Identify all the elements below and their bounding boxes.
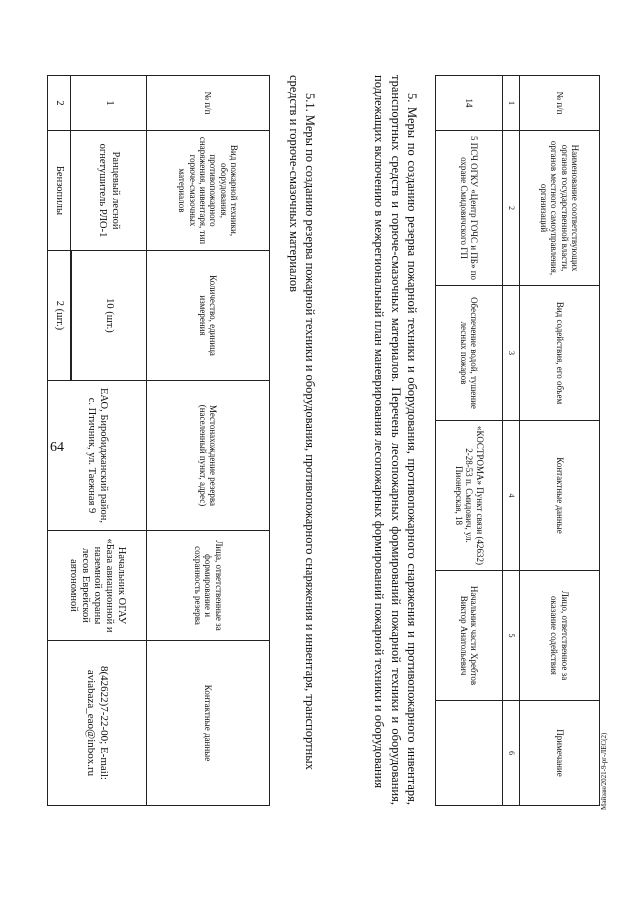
header-cell: Количество, единица измерения [147,251,270,381]
table-cell [71,251,72,381]
table-row [436,76,503,806]
table-cell: 8(42622)7-22-00; E-mail: aviabaza_eao@inbox.ru [48,641,147,806]
table-cell [436,701,503,806]
rotated-page-content [30,75,600,805]
reserve-table [47,75,270,806]
header-cell: Наименование соответствующих органов государственной власти, органов местного самоуправления, организаций [520,131,600,286]
section-5-text [371,75,420,805]
table-cell: 2 (шт.) [48,251,71,381]
table-cell: 1 [71,76,147,131]
table-cell: 10 (шт.) [72,251,147,381]
table-cell: 2 [48,76,71,131]
page-number: 64 [50,440,64,455]
column-number-row [503,76,520,806]
column-number: 6 [503,701,520,806]
header-cell: № п/п [520,76,600,131]
column-number: 3 [503,286,520,421]
table-cell: Начальник части Хребтов Виктор Анатольевич [436,571,503,701]
section-5-paragraph: 5. Меры по созданию резерва пожарной техники и оборудования, противопожарного снаряжения и противопожарного инвентаря, транспортных средств и горюче-смазочных материалов. Перечень лесопожарных формирований пожарной техники и оборудования, подлежащих включению в межрегиональный план маневрирования лесопожарных формирований пожарной техники и оборудования [372,75,419,805]
table-header-row [147,76,270,806]
header-cell: Лицо, ответственное за оказание содействия [520,571,600,701]
column-number: 4 [503,421,520,571]
header-cell: Вид пожарной техники, оборудования, противопожарного снаряжения, инвентаря, тип горюче-смазочных материалов [147,131,270,251]
table-cell: «КОСТРОМА» Пункт связи (42632) 2-28-53 п. Смидович, ул. Пионерская, 18 [436,421,503,571]
column-number: 5 [503,571,520,701]
table-header-row [520,76,600,806]
table-row [72,76,147,806]
table-cell: Бензопилы [48,131,71,251]
column-number: 2 [503,131,520,286]
table-cell: ЕАО, Биробиджанский район, с. Птичник, ул. Таежная 9 [48,381,147,531]
section-5-1-heading [286,75,319,805]
header-cell: Вид содействия, его объем [520,286,600,421]
header-cell: Примечание [520,701,600,806]
assistance-table [435,75,600,806]
header-cell: Лица, ответственные за формирование и сохранность резерва [147,531,270,641]
table-cell: 5 ПСЧ ОГКУ «Центр ГОЧС и ПБ» по охране Смидовичского ГП [436,131,503,286]
header-cell: Контактные данные [520,421,600,571]
table-cell: Ранцевый лесной огнетушитель РЛО-1 [71,131,147,251]
section-5-1-paragraph: 5.1. Меры по созданию резерва пожарной техники и оборудования, противопожарного снаряжения и инвентаря, транспортных средств и горюче-смазочных материалов [286,75,317,770]
header-cell: Местонахождение резерва (населенный пункт, адрес) [147,381,270,531]
header-cell: Контактные данные [147,641,270,806]
table-cell: Обеспечение водой, тушение лесных пожаров [436,286,503,421]
document-code: Майзан/2021-9-рг-ЛЕС(2) [600,732,608,810]
table-cell: Начальник ОГАУ «База авиационной и наземной охраны лесов Еврейской автономной [48,531,147,641]
table-cell: 14 [436,76,503,131]
column-number: 1 [503,76,520,131]
header-cell: № п/п [147,76,270,131]
